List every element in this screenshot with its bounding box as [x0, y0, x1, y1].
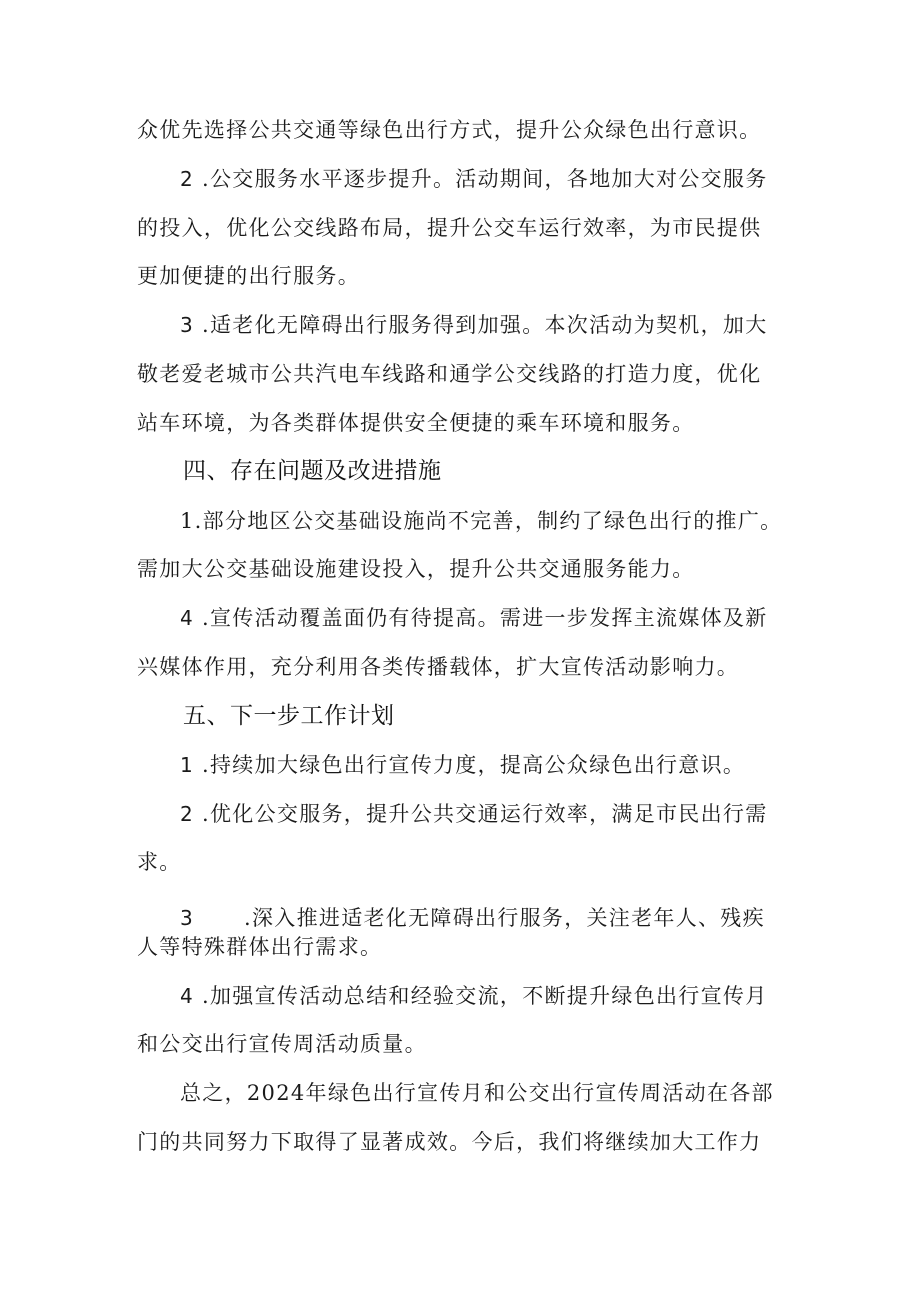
paragraph-line: 1.部分地区公交基础设施尚不完善，制约了绿色出行的推广。	[180, 509, 783, 533]
list-number: 4	[180, 606, 195, 630]
plan-item-3-line-1	[180, 902, 840, 934]
paragraph-line: 和公交出行宣传周活动质量。	[137, 1032, 427, 1056]
list-number: 2	[180, 802, 195, 826]
plan-item-2-line-1	[180, 798, 840, 830]
summary-line-1: 总之，2024年绿色出行宣传月和公交出行宣传周活动在各部	[180, 1081, 774, 1105]
list-item-3-line-1	[180, 309, 840, 341]
paragraph-line: 敬老爱老城市公共汽电车线路和通学公交线路的打造力度，优化	[137, 362, 762, 386]
list-text: .优化公交服务，提升公共交通运行效率，满足市民出行需	[202, 802, 768, 826]
list-text: .持续加大绿色出行宣传力度，提高公众绿色出行意识。	[202, 753, 746, 777]
list-text: .适老化无障碍出行服务得到加强。本次活动为契机，加大	[202, 313, 768, 337]
paragraph-line: 兴媒体作用，充分利用各类传播载体，扩大宣传活动影响力。	[137, 655, 740, 679]
list-number: 1	[180, 753, 195, 777]
paragraph-line: 门的共同努力下取得了显著成效。今后，我们将继续加大工作力	[137, 1130, 762, 1154]
paragraph-line: 的投入，优化公交线路布局，提升公交车运行效率，为市民提供	[137, 216, 762, 240]
list-item-4-line-1	[180, 602, 840, 634]
paragraph-line: 更加便捷的出行服务。	[137, 264, 360, 288]
paragraph-line: 求。	[137, 850, 182, 874]
list-text: .深入推进适老化无障碍出行服务，关注老年人、残疾	[244, 906, 765, 930]
list-number: 3	[180, 906, 195, 930]
paragraph-line: 人等特殊群体出行需求。	[137, 935, 383, 959]
plan-item-4-line-1	[180, 980, 840, 1012]
list-text: .加强宣传活动总结和经验交流，不断提升绿色出行宣传月	[202, 984, 768, 1008]
section-heading-4: 四、存在问题及改进措施	[183, 458, 442, 484]
list-item-2-line-1	[180, 163, 840, 195]
paragraph-line: 众优先选择公共交通等绿色出行方式，提升公众绿色出行意识。	[137, 118, 762, 142]
list-number: 4	[180, 984, 195, 1008]
paragraph-line: 需加大公交基础设施建设投入，提升公共交通服务能力。	[137, 557, 695, 581]
paragraph-line: 站车环境，为各类群体提供安全便捷的乘车环境和服务。	[137, 411, 695, 435]
plan-item-1	[180, 749, 840, 781]
list-text: .公交服务水平逐步提升。活动期间，各地加大对公交服务	[202, 167, 768, 191]
section-heading-5: 五、下一步工作计划	[183, 703, 395, 729]
list-text: .宣传活动覆盖面仍有待提高。需进一步发挥主流媒体及新	[202, 606, 768, 630]
list-number: 2	[180, 167, 195, 191]
list-number: 3	[180, 313, 195, 337]
